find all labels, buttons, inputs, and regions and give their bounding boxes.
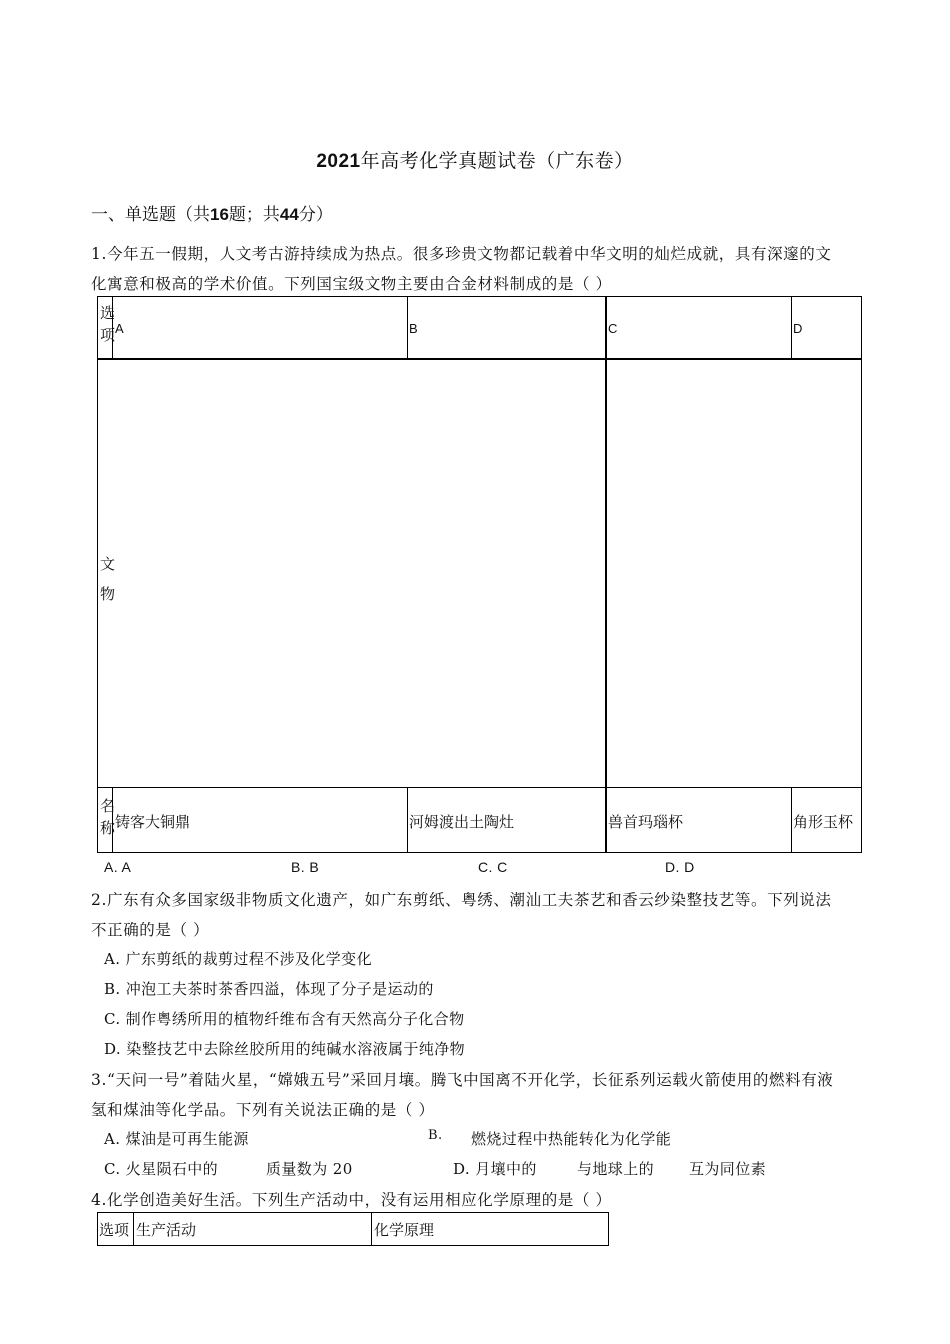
q1-name-d: 角形玉杯 (793, 813, 854, 831)
q3-option-c-part2[interactable]: 质量数为 20 (266, 1160, 353, 1178)
q1-row-label-name-2: 称 (100, 819, 116, 837)
q3-option-b-mark[interactable]: B. (428, 1128, 443, 1143)
q1-table-col-divider-cd-top (791, 296, 792, 359)
q3-option-b-text[interactable]: 燃烧过程中热能转化为化学能 (471, 1130, 672, 1148)
q1-table-col-divider-cd-bottom (791, 787, 792, 853)
q2-option-b[interactable]: B. 冲泡工夫茶时茶香四溢，体现了分子是运动的 (104, 980, 434, 998)
q1-row-label-artifact-2: 物 (100, 585, 116, 603)
q2-option-d[interactable]: D. 染整技艺中去除丝胶所用的纯碱水溶液属于纯净物 (104, 1040, 466, 1058)
q1-stem-line1: 1.今年五一假期，人文考古游持续成为热点。很多珍贵文物都记载着中华文明的灿烂成就，具有深邃的文 (91, 245, 832, 263)
section-heading-post: 分） (298, 205, 333, 225)
exam-title-year: 2021 (316, 151, 361, 172)
q3-option-d-part2[interactable]: 与地球上的 (577, 1160, 655, 1178)
q1-row-label-artifact (100, 549, 118, 609)
q2-option-a[interactable]: A. 广东剪纸的裁剪过程不涉及化学变化 (104, 950, 372, 968)
q4-stem-line1: 4.化学创造美好生活。下列生产活动中，没有运用相应化学原理的是（ ） (91, 1191, 612, 1209)
q1-row-label-options-1: 选 (100, 304, 116, 322)
q1-name-b: 河姆渡出土陶灶 (409, 813, 515, 831)
q1-row-label-options-2: 项 (100, 326, 116, 344)
q1-name-c: 兽首玛瑙杯 (608, 813, 684, 831)
q1-option-b[interactable]: B. B (291, 859, 320, 875)
section-heading-pre: 一、单选题（共 (91, 205, 210, 225)
q1-col-c: C (608, 321, 618, 336)
q1-table (97, 296, 862, 853)
q2-stem-line1: 2.广东有众多国家级非物质文化遗产，如广东剪纸、粤绣、潮汕工夫茶艺和香云纱染整技艺等。下列说法 (91, 891, 832, 909)
q4-table-col-divider-2 (371, 1212, 372, 1246)
section-heading-mid: 题；共 (228, 205, 280, 225)
exam-title-text: 年高考化学真题试卷（广东卷） (360, 150, 634, 172)
q1-table-col-divider-ab-top (407, 296, 408, 359)
exam-title (0, 146, 950, 173)
q1-col-a: A (115, 321, 124, 336)
q3-option-c-part1[interactable]: C. 火星陨石中的 (104, 1160, 219, 1178)
q1-table-col-divider-bc (605, 296, 607, 853)
q3-option-d-part3[interactable]: 互为同位素 (689, 1160, 767, 1178)
q4-header-activity: 生产活动 (136, 1221, 197, 1239)
q1-row-label-artifact-1: 文 (100, 555, 116, 573)
section-question-count: 16 (210, 205, 229, 224)
q3-option-d-part1[interactable]: D. 月壤中的 (453, 1160, 537, 1178)
section-heading (91, 200, 333, 225)
q1-option-d[interactable]: D. D (665, 859, 695, 875)
q4-header-option: 选项 (99, 1221, 130, 1239)
q1-table-col-divider-ab-bottom (407, 787, 408, 853)
q1-name-a: 铸客大铜鼎 (115, 813, 191, 831)
q2-stem-line2: 不正确的是（ ） (91, 921, 210, 939)
q1-col-b: B (409, 321, 418, 336)
q3-stem-line2: 氢和煤油等化学品。下列有关说法正确的是（ ） (91, 1101, 435, 1119)
q1-stem-line2: 化寓意和极高的学术价值。下列国宝级文物主要由合金材料制成的是（ ） (91, 275, 612, 293)
q1-option-a[interactable]: A. A (104, 859, 132, 875)
q3-stem-line1: 3.“天问一号”着陆火星，“嫦娥五号”采回月壤。腾飞中国离不开化学，长征系列运载火箭使用的燃料有液 (91, 1071, 834, 1089)
q1-table-row-divider-2 (97, 787, 862, 788)
section-score: 44 (279, 205, 299, 224)
q2-option-c[interactable]: C. 制作粤绣所用的植物纤维布含有天然高分子化合物 (104, 1010, 465, 1028)
q1-row-label-name-1: 名 (100, 797, 116, 815)
q4-table-col-divider-1 (133, 1212, 134, 1246)
q1-option-c[interactable]: C. C (478, 859, 508, 875)
q3-option-a[interactable]: A. 煤油是可再生能源 (104, 1130, 249, 1148)
q1-table-row-divider-1 (97, 358, 862, 360)
q1-col-d: D (793, 321, 803, 336)
q4-header-principle: 化学原理 (374, 1221, 435, 1239)
